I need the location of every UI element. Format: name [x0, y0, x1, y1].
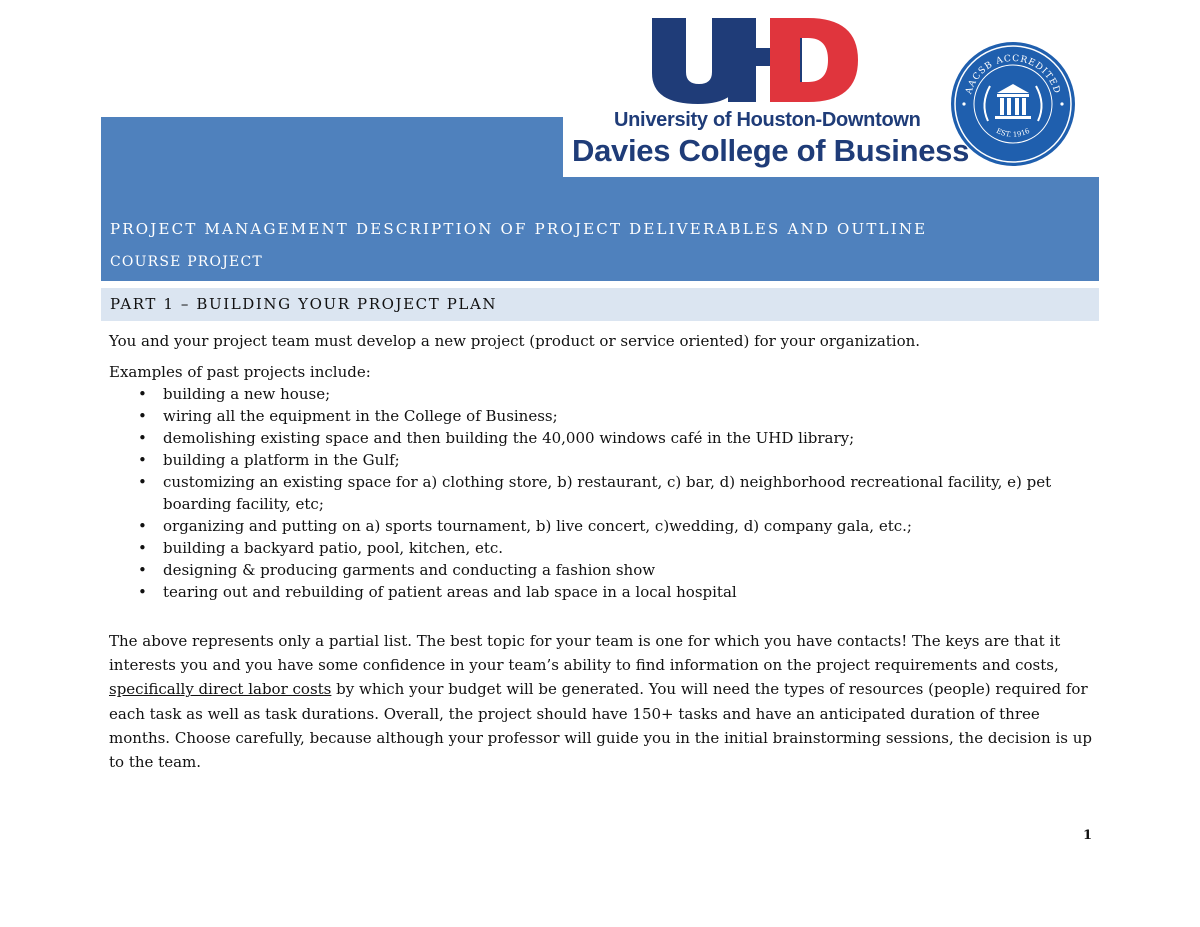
document-title: PROJECT MANAGEMENT DESCRIPTION OF PROJECT DELIVERABLES AND OUTLINE [110, 220, 928, 238]
bullet-icon: • [138, 385, 147, 403]
document-subtitle: COURSE PROJECT [110, 254, 263, 270]
intro-paragraph: You and your project team must develop a new project (product or service oriented) for your organization. [109, 332, 921, 350]
uhd-logo-mark [652, 18, 858, 104]
svg-text:EST. 1916: EST. 1916 [994, 126, 1032, 139]
title-band [101, 177, 1099, 281]
logo-university-name: University of Houston-Downtown [614, 109, 921, 131]
underlined-phrase: specifically direct labor costs [109, 680, 332, 699]
closing-paragraph: The above represents only a partial list. The best topic for your team is one for which you have contacts! The keys are that it interests you and you have some confidence in your team’s ability to find information on the project requirements and costs, specifically direct labor costs by which your budget will be generated. You will need the types of resources (people) required for each task as well as task durations. Overall, the project should have 150+ tasks and have an anticipated duration of three months. Choose carefully, because although your professor will guide you in the initial brainstorming sessions, the decision is up to the team. [109, 632, 1092, 772]
uhd-logo [566, 18, 970, 178]
bullet-icon: • [138, 473, 147, 491]
header-band [101, 117, 563, 179]
list-item: • building a platform in the Gulf; [138, 451, 400, 469]
part-heading: PART 1 – BUILDING YOUR PROJECT PLAN [110, 295, 498, 313]
logo-college-name: Davies College of Business [572, 133, 970, 168]
list-item: • building a backyard patio, pool, kitchen, etc. [138, 539, 504, 557]
document-body [109, 330, 1094, 774]
list-item: • demolishing existing space and then building the 40,000 windows café in the UHD library; [138, 429, 855, 447]
svg-text:AACSB ACCREDITED: AACSB ACCREDITED [964, 53, 1062, 96]
part-heading-band [101, 288, 1099, 321]
bullet-icon: • [138, 451, 147, 469]
bullet-icon: • [138, 583, 147, 601]
bullet-icon: • [138, 539, 147, 557]
examples-list [109, 383, 1094, 603]
bullet-icon: • [138, 561, 147, 579]
list-item: • building a new house; [138, 385, 331, 403]
examples-label: Examples of past projects include: [109, 363, 371, 381]
list-item: • designing & producing garments and conducting a fashion show [138, 561, 656, 579]
list-item: • organizing and putting on a) sports tournament, b) live concert, c)wedding, d) company gala, etc.; [138, 517, 912, 535]
page-number: 1 [1083, 828, 1093, 843]
bullet-icon: • [138, 517, 147, 535]
list-item: • customizing an existing space for a) clothing store, b) restaurant, c) bar, d) neighborhood recreational facility, e) pet boarding facility, etc; [138, 473, 1052, 513]
aacsb-seal [950, 41, 1076, 167]
list-item: • tearing out and rebuilding of patient areas and lab space in a local hospital [138, 583, 737, 601]
list-item: • wiring all the equipment in the College of Business; [138, 407, 558, 425]
bullet-icon: • [138, 429, 147, 447]
bullet-icon: • [138, 407, 147, 425]
